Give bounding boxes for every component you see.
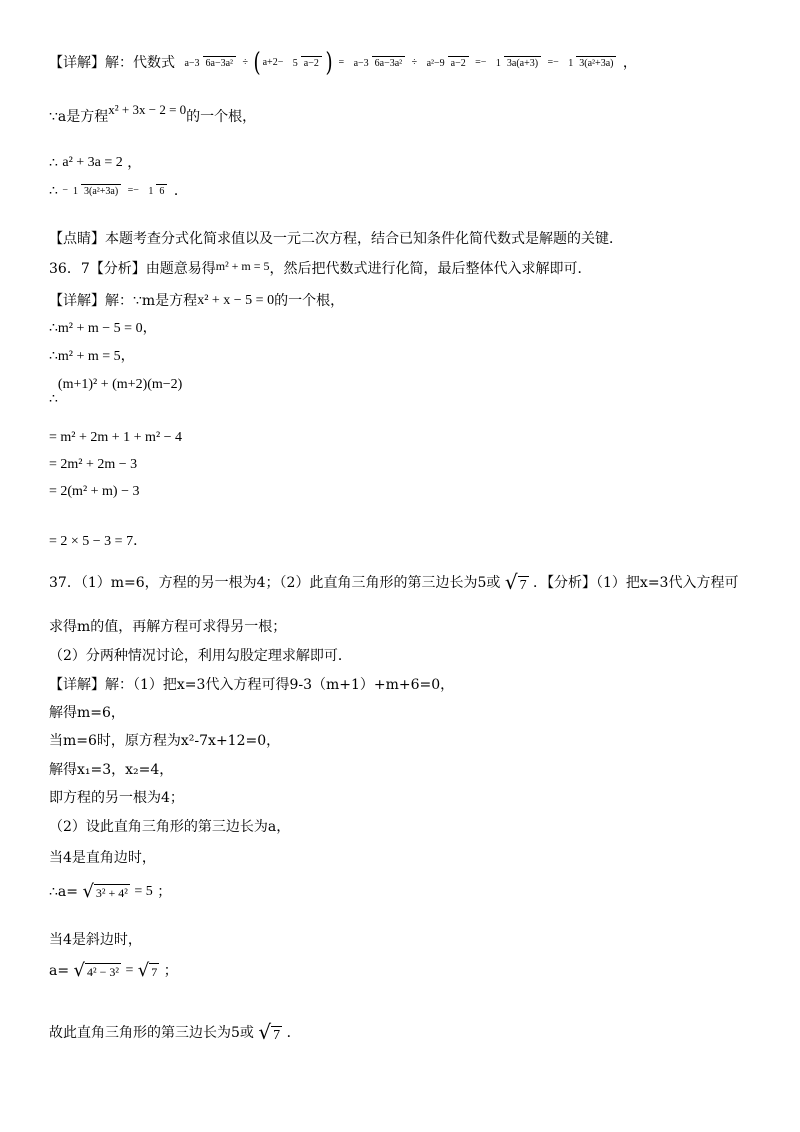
q36-step-4: = m² + 2m + 1 + m² − 4	[49, 430, 183, 445]
fraction: a−3 6a−3a²	[181, 56, 236, 70]
q37-line-11: ∴a= √ 3² + 4² = 5 ；	[49, 881, 172, 902]
q37-line-4: 【详解】解：（1）把x=3代入方程可得9-3（m+1）+m+6=0，	[49, 677, 455, 693]
q35-detail-line: 【详解】解：代数式 a−3 6a−3a² ÷ ( a+2− 5 a−2 ) = a−3 6a−3a² ÷ a²−9 a−2 =− 1 3a(a+3) =− 1 3(a²+3a) ，	[49, 48, 637, 78]
q36-step-3: ∴(m+1)² + (m+2)(m−2)	[49, 377, 183, 407]
q35-line-4: ∴ − 1 3(a²+3a) =− 1 6 ．	[49, 183, 188, 199]
q36-step-5: = 2m² + 2m − 3	[49, 457, 138, 472]
q36-step-6: = 2(m² + m) − 3	[49, 484, 140, 499]
fraction: 1 3(a²+3a)	[70, 184, 121, 198]
fraction: 1 3a(a+3)	[493, 56, 541, 70]
q37-head: 37．（1）m=6，方程的另一根为4；（2）此直角三角形的第三边长为5或 √ 7 ．【分析】（1）把x=3代入方程可	[49, 570, 739, 594]
q37-line-3: （2）分两种情况讨论，利用勾股定理求解即可．	[49, 648, 352, 664]
q35-line-3: ∴ a² + 3a = 2 ，	[49, 155, 142, 171]
q36-step-2: ∴m² + m = 5，	[49, 349, 135, 364]
sqrt: √ 7	[258, 1020, 281, 1044]
q36-detail: 【详解】解：∵m是方程x² + x − 5 = 0的一个根，	[49, 293, 345, 309]
q37-line-12: 当4是斜边时，	[49, 932, 142, 948]
fraction: a²−9 a−2	[424, 56, 469, 70]
fraction: 5 a−2	[290, 56, 322, 70]
sqrt: √ 4² − 3²	[73, 960, 119, 981]
q37-line-14: 故此直角三角形的第三边长为5或 √ 7 ．	[49, 1020, 301, 1044]
q35-line-2: ∵a是方程x² + 3x − 2 = 0的一个根，	[49, 101, 257, 125]
sqrt: √ 3² + 4²	[82, 881, 128, 902]
q37-line-2: 求得m的值，再解方程可求得另一根；	[49, 619, 287, 635]
q37-line-13: a= √ 4² − 3² = √ 7 ；	[49, 960, 178, 981]
q37-line-6: 当m=6时，原方程为x²-7x+12=0，	[49, 733, 281, 749]
fraction: 1 3(a²+3a)	[565, 56, 616, 70]
detail-label: 【详解】解：	[49, 55, 133, 71]
q37-line-9: （2）设此直角三角形的第三边长为a，	[49, 819, 291, 835]
q37-line-8: 即方程的另一根为4；	[49, 790, 184, 806]
sqrt: √ 7	[137, 960, 158, 981]
sqrt: √ 7	[504, 570, 527, 594]
fraction: a−3 6a−3a²	[351, 56, 406, 70]
fraction: 1 6	[145, 184, 167, 198]
q37-line-5: 解得m=6，	[49, 705, 125, 721]
q36-step-1: ∴m² + m − 5 = 0，	[49, 321, 157, 336]
q36-head: 36．7【分析】由题意易得m² + m = 5，然后把代数式进行化简，最后整体代入求解即可．	[49, 259, 592, 277]
q36-step-7: = 2 × 5 − 3 = 7．	[49, 534, 148, 549]
q37-line-7: 解得x₁=3，x₂=4，	[49, 762, 174, 778]
q35-comment: 【点睛】本题考查分式化简求值以及一元二次方程，结合已知条件化简代数式是解题的关键．	[49, 231, 623, 247]
q37-line-10: 当4是直角边时，	[49, 850, 156, 866]
